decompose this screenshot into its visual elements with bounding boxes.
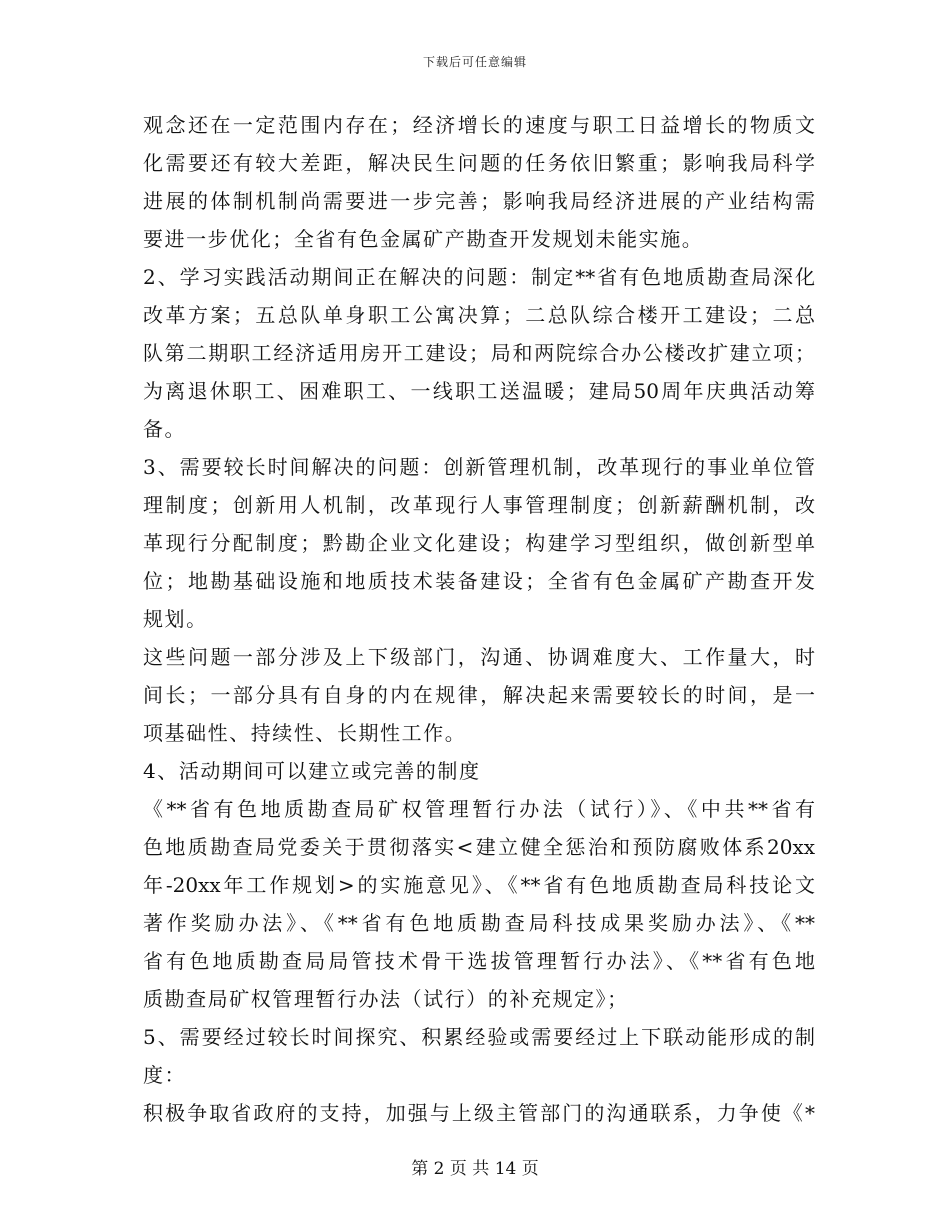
text-line: 4、活动期间可以建立或完善的制度 bbox=[143, 759, 481, 783]
text-line: 为离退休职工、困难职工、一线职工送温暖；建局50周年庆典活动筹 bbox=[143, 379, 815, 403]
text-line: 度： bbox=[143, 1063, 187, 1087]
text-line: 队第二期职工经济适用房开工建设；局和两院综合办公楼改扩建立项； bbox=[143, 341, 815, 365]
text-line: 著作奖励办法》、《**省有色地质勘查局科技成果奖励办法》、《** bbox=[143, 911, 815, 935]
text-line: 革现行分配制度；黔勘企业文化建设；构建学习型组织，做创新型单 bbox=[143, 531, 815, 555]
text-line: 备。 bbox=[143, 417, 187, 441]
text-line: 5、需要经过较长时间探究、积累经验或需要经过上下联动能形成的制 bbox=[143, 1025, 815, 1049]
text-line: 3、需要较长时间解决的问题：创新管理机制，改革现行的事业单位管 bbox=[143, 455, 815, 479]
text-line: 质勘查局矿权管理暂行办法（试行）的补充规定》； bbox=[143, 987, 629, 1011]
text-line: 要进一步优化；全省有色金属矿产勘查开发规划未能实施。 bbox=[143, 227, 704, 251]
text-line: 这些问题一部分涉及上下级部门，沟通、协调难度大、工作量大，时 bbox=[143, 645, 815, 669]
text-line: 积极争取省政府的支持，加强与上级主管部门的沟通联系，力争使《* bbox=[143, 1101, 815, 1125]
text-line: 位；地勘基础设施和地质技术装备建设；全省有色金属矿产勘查开发 bbox=[143, 569, 815, 593]
text-line: 改革方案；五总队单身职工公寓决算；二总队综合楼开工建设；二总 bbox=[143, 303, 815, 327]
text-line: 年-20xx年工作规划>的实施意见》、《**省有色地质勘查局科技论文 bbox=[143, 873, 815, 897]
text-line: 《**省有色地质勘查局矿权管理暂行办法（试行）》、《中共**省有 bbox=[143, 797, 815, 821]
text-line: 理制度；创新用人机制，改革现行人事管理制度；创新薪酬机制，改 bbox=[143, 493, 815, 517]
page-number-footer: 第 2 页 共 14 页 bbox=[411, 1159, 539, 1179]
text-line: 观念还在一定范围内存在；经济增长的速度与职工日益增长的物质文 bbox=[143, 113, 815, 137]
page-header: 下载后可任意编辑 bbox=[422, 55, 527, 69]
text-line: 进展的体制机制尚需要进一步完善；影响我局经济进展的产业结构需 bbox=[143, 189, 815, 213]
document-body bbox=[143, 106, 815, 1132]
text-line: 2、学习实践活动期间正在解决的问题：制定**省有色地质勘查局深化 bbox=[143, 265, 815, 289]
text-line: 省有色地质勘查局局管技术骨干选拔管理暂行办法》、《**省有色地 bbox=[143, 949, 815, 973]
text-line: 化需要还有较大差距，解决民生问题的任务依旧繁重；影响我局科学 bbox=[143, 151, 815, 175]
text-line: 规划。 bbox=[143, 607, 208, 631]
text-line: 间长；一部分具有自身的内在规律，解决起来需要较长的时间，是一 bbox=[143, 683, 815, 707]
text-line: 项基础性、持续性、长期性工作。 bbox=[143, 721, 467, 745]
text-line: 色地质勘查局党委关于贯彻落实<建立健全惩治和预防腐败体系20xx bbox=[143, 835, 815, 859]
